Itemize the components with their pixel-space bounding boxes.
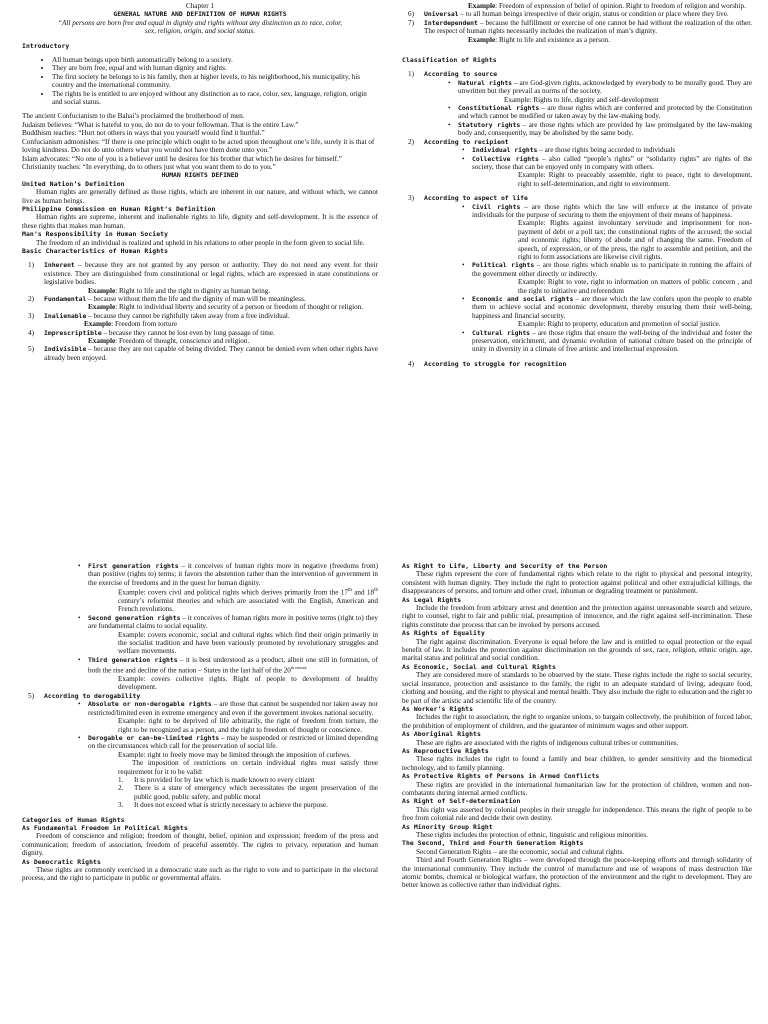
example-text-part: Example: covers civil and political rights which derives primarily from the 17 [118, 588, 348, 597]
item-text: – because they are not capable of being divided. They cannot be denied even when other rights have already been enjoyed. [44, 345, 378, 362]
item-number: 7) [408, 18, 414, 27]
example-label: Example [468, 35, 496, 44]
section-title: According to recipient [424, 137, 509, 146]
item-text: It is provided for by law which is made known to every citizen [134, 775, 315, 784]
religion-line: Islam advocates: “No one of you is a believer until he desires for his brother that which he desires for himself.” [22, 154, 342, 163]
right-term: Economic and social rights [472, 295, 574, 303]
section-text: These are rights are associated with the rights of indigenous cultural tribes or communities. [416, 738, 679, 747]
section-number: 1) [408, 70, 414, 79]
intro-bullet-list [22, 56, 378, 106]
man-text: The freedom of an individual is realized and upheld in his relations to other people in the form given to social life. [36, 238, 365, 247]
section-number: 5) [28, 691, 34, 700]
top-right-column [402, 2, 752, 368]
ph-heading: Philippine Commission on Human Right’s Definition [22, 204, 216, 213]
requirement-item [118, 784, 378, 801]
item-text: – because the fulfillment or exercise of one cannot be had without the realization of the other. The respect of human rights necessarily includes the realization of man’s dignity. [424, 18, 752, 36]
section-text: These rights are provided in the international humanitarian law for the protection of children, women and non-combatants during internal armed conflicts. [402, 780, 752, 797]
item-number: 1. [118, 775, 124, 784]
example-text: : Right to life and the right to dignity as human being. [115, 286, 271, 295]
basic-heading: Basic Characteristics of Human Rights [22, 246, 169, 255]
item-number: 6) [408, 10, 414, 19]
right-term: Natural rights [458, 78, 513, 87]
example-text: : Right to individual liberty and security of a person or freedom of thought or religion. [115, 303, 364, 312]
requirement-item [118, 801, 378, 809]
epigraph: “All persons are born free and equal in dignity and rights without any distinction as to race, color, sex, religion, origin, and social status. [58, 18, 342, 36]
right-term: Second generation rights [88, 613, 181, 622]
section-heading: As Rights of Equality [402, 629, 485, 638]
example-text-part: century’s reformist theories and which are associated with the English, American and French revolutions. [118, 597, 378, 614]
religion-line: Christianity teaches: “In everything, do to others just what you want them to do to you.” [22, 162, 276, 171]
right-term: Collective rights [472, 154, 539, 163]
section-text: Freedom of conscience and religion; freedom of thought, belief, opinion and expression; freedom of the press and communication; freedom of association, freedom of peaceful assembly. The rights to privacy, reputation and human dignity. [22, 832, 378, 858]
right-text: – are those rights which the law will enforce at the instance of private individuals for the purpose of securing to them the enjoyment of their means of happiness. [472, 202, 752, 219]
section-heading: As Legal Rights [402, 595, 462, 604]
example-label: Example [88, 337, 116, 346]
item-term: Interdependent [424, 18, 478, 27]
chapter-heading: GENERAL NATURE AND DEFINITION OF HUMAN RIGHTS [113, 10, 287, 19]
categories-heading: Categories of Human Rights [22, 815, 125, 824]
section-title: According to struggle for recognition [424, 359, 567, 368]
example-text: : Freedom of thought, conscience and religion. [115, 337, 250, 346]
example-text-part: and 18 [351, 588, 375, 597]
bottom-left-column [22, 562, 378, 883]
right-text: – are those rights that ensure the well-being of the individual and foster the preservation, enrichment, and dynamic evolution of national culture based on the principle of unity in diversity in a climate of free artistic and intellectual expression. [472, 328, 752, 354]
example-text: Example: Right to peaceably assemble, right to peace, right to development, right to self-determination, and right to environment. [518, 171, 752, 188]
section-heading: As Democratic Rights [22, 857, 101, 866]
item-text: – because they cannot be rightfully taken away from a free individual. [86, 311, 290, 320]
chapter-label: Chapter 1 [185, 2, 215, 10]
item-number: 3. [118, 801, 124, 810]
right-term: Statutory rights [458, 120, 521, 129]
example-text: Example: covers collective rights. Right of people to development of healthy development. [118, 675, 378, 692]
section-text: These rights represent the core of fundamental rights which relate to the right to physical and personal integrity, consistent with human dignity. They include the right to protection against political and other extrajudicial killings, the disappearances of persons, and torture and other cruel, inhuman or degrading treatment or punishment. [402, 570, 752, 596]
example-text: Example: covers economic, social and cultural rights which find their origin primarily in the socialist tradition and have been variously promoted by revolutionary struggles and welfare movements. [118, 630, 378, 656]
intro-bullet: • All human beings upon birth automatically belong to a society. [52, 56, 378, 64]
right-text: – are those which the law confers upon the people to enable them to achieve social and economic development, thereby ensuring them their well-being, happiness and financial security. [472, 295, 752, 320]
section-text: Includes the right to association, the right to organize unions, to bargain collectively, the prohibition of forced labor, the prohibition of employment of children, and the guarantee of minimum wages and other support. [402, 713, 752, 730]
section-heading: As Right of Self-determination [402, 797, 521, 806]
example-text: : Freedom of expression of belief of opinion. Right to freedom of religion and worship. [495, 2, 746, 10]
section-heading: The Second, Third and Fourth Generation Rights [402, 839, 584, 848]
item-number: 3) [28, 311, 34, 320]
example-text: Example: right to freely move may be limited through the imposition of curfews. [118, 750, 351, 759]
characteristic-item [22, 261, 378, 295]
example-label: Example [468, 2, 496, 10]
section-text: These rights includes the right to found a family and bear children, to gender sensitivity and the biomedical technology, and to family planning. [402, 755, 752, 772]
item-number: 2. [118, 784, 124, 793]
section-number: 4) [408, 359, 414, 368]
item-text: It does not exceed what is strictly necessary to achieve the purpose. [134, 801, 328, 810]
section-heading: As Minority Group Right [402, 822, 493, 831]
item-text: – to all human beings irrespective of their origin, status or condition or place where they live. [458, 10, 729, 19]
characteristic-item [22, 295, 378, 312]
right-text: – are those rights which are conferred and protected by the Constitution and which cannot be modified or taken away by the law-making body. [458, 104, 752, 121]
item-term: Indivisible [44, 345, 87, 354]
right-term: Political rights [472, 261, 535, 270]
intro-heading: Introductory [22, 41, 70, 50]
item-number: 2) [28, 295, 34, 303]
example-label: Example [88, 303, 116, 312]
section-heading: As Economic, Social and Cultural Rights [402, 662, 556, 671]
section-number: 2) [408, 137, 414, 146]
section-heading: As Protective Rights of Persons in Armed Conflicts [402, 772, 600, 781]
un-heading: United Nation’s Definition [22, 179, 125, 188]
item-term: Inherent [44, 261, 75, 270]
item-term: Universal [424, 10, 459, 19]
section-text: Third and Fourth Generation Rights – were developed through the peace-keeping efforts and through solidarity of the international community. They include the control of manufacture and use of weapons of mass destruction like atomic bombs, chemical or biological warfare, the protection of the environment and the right to development. They are better known as collective rather than individual rights. [402, 856, 752, 890]
characteristic-item [22, 345, 378, 362]
characteristic-item [402, 19, 752, 44]
classification-heading: Classification of Rights [402, 56, 497, 65]
intro-bullet: • They are born free, equal and with human dignity and rights. [52, 64, 378, 72]
religion-line: Judaism believes: “What is hateful to you, do not do to your fellowman. That is the entire Law.” [22, 120, 299, 129]
religion-line: Confucianism admonishes: “If there is one principle which ought to be acted upon throughout one’s life, surely it is that of loving kindness. Do not do unto others what you would not have them done unto you.” [22, 137, 375, 155]
right-term: First generation rights [88, 562, 179, 570]
section-text: These rights are commonly exercised in a democratic state such as the right to vote and to participate in the electoral process, and the right to participate in public or governmental affairs. [22, 866, 378, 883]
example-text: Example: Right to vote, right to information on matters of public concern , and the right to initiative and referendum [518, 278, 752, 295]
right-text: – may be suspended or restricted or limited depending on the circumstances which call for the preservation of social life. [88, 733, 378, 751]
section-title: According to source [424, 70, 498, 79]
characteristic-item [22, 329, 378, 346]
top-left-column [22, 2, 378, 362]
section-text: The right against discrimination. Everyone is equal before the law and is entitled to equal protection or the equal benefit of law. It includes the protection against discrimination on the grounds of sex, race, religion, ethnic origin, age, marital status and political and social condition. [402, 637, 752, 663]
section-heading: As Right to Life, Liberty and Security of the Person [402, 562, 608, 570]
item-number: 1) [28, 261, 34, 270]
item-term: Fundamental [44, 295, 87, 303]
item-text: – because they are not granted by any person or authority. They do not need any event for their existence. They are distinguished from constitutional or legal rights, which are expressed in state constitutions or legislative bodies. [44, 261, 378, 287]
example-text: Example: Right to property, education and promotion of social justice. [518, 320, 721, 329]
section-text: Second Generation Rights – are the economic, social and cultural rights. [416, 847, 624, 856]
right-text: – it conceives of human rights more in negative (freedoms from) than positive (rights to) terms; it favors the abstention rather than the intervention of government in the exercise of freedoms and in the quest for human dignity. [88, 562, 378, 587]
section-heading: As Fundamental Freedom in Political Rights [22, 823, 188, 832]
ph-text: Human rights are supreme, inherent and inalienable rights to life, dignity and self-development. It is the essence of these rights that makes man human. [22, 213, 378, 230]
right-term: Individual rights [472, 146, 538, 155]
religion-line: Buddhism teaches: “Hurt not others in ways that you yourself would find it hurtful.” [22, 129, 265, 138]
example-text: Example: Rights against involuntary servitude and imprisonment for non-payment of debt or a poll tax; the constitutional rights of the accused; the social and economic rights; liberty of abode and of changing the same. Freedom of speech, of expression, or of the press, the right to assemble and petition, and the right to form associations are likewise civil rights. [518, 219, 752, 261]
section-text: This right was asserted by colonial peoples in their struggle for independence. This means the right of people to be free from colonial rule and decide their own destiny. [402, 805, 752, 823]
item-text: There is a state of emergency which necessitates the urgent preservation of the public good, public safety, and public moral [134, 784, 378, 801]
bottom-right-column [402, 562, 752, 890]
religion-line: The ancient Confucianism to the Bahai’s proclaimed the brotherhood of men. [22, 112, 245, 121]
right-text: – are those rights being accorded to individuals [537, 146, 676, 155]
example-text: : Right to life and existence as a person. [495, 35, 610, 44]
section-text: Include the freedom from arbitrary arrest and detention and the protection against unreasonable search and seizure, right to counsel, right to fair and public trial, presumption of innocence, and the right against self-incrimination. These rights constitute due process that can be invoked by persons accused. [402, 604, 752, 629]
right-text: – it is best understood as a product, albeit one still in formation, of both the rise and decline of the nation – States in the last half of the 20 [88, 655, 378, 675]
example-text [78, 587, 378, 614]
item-number: 4) [28, 328, 34, 337]
item-text: – because they cannot be lost even by long passage of time. [101, 328, 275, 337]
example-label: Example [84, 320, 112, 329]
right-term: Absolute or non-derogable rights [88, 700, 212, 709]
example-text: : Freedom from torture [111, 320, 178, 329]
item-term: Inalienable [44, 311, 87, 320]
section-text: They are considered more of standards to be observed by the state. These rights include the right to social security, social insurance, protection and assistance to the family, the right to an adequate standard of living, adequate food, clothing and housing, and the right to physical and mental health. They also include the right to education and the right to be part of the artistic and scientific life of the country. [402, 671, 752, 705]
superscript: th [374, 588, 378, 594]
man-heading: Man’s Responsibility in Human Society [22, 230, 169, 239]
section-heading: As Aboriginal Rights [402, 730, 481, 739]
item-number: 5) [28, 345, 34, 354]
right-term: Cultural rights [472, 328, 531, 337]
requirement-item [118, 776, 378, 784]
characteristic-item [22, 312, 378, 329]
example-text: The imposition of restrictions on certain individual rights must satisfy three requirement for it to be valid: [118, 759, 378, 776]
superscript: th [347, 588, 352, 594]
example-text: Example: Rights to life, dignity and self-development [504, 95, 659, 104]
right-text: – are those rights which are provided by law promulgated by the law-making body and, consequently, may be abolished by the same body. [458, 120, 752, 138]
section-title: According to derogability [44, 691, 141, 700]
item-term: Imprescriptible [44, 328, 102, 337]
example-text: Example: right to be deprived of life arbitrarily, the right of freedom from torture, the right to be recognized as a person, and the right to freedom of thought or conscience. [118, 717, 378, 734]
section-text: These rights includes the protection of ethnic, linguistic and religious minorities. [416, 831, 648, 839]
item-text: – because without them the life and the dignity of man will be meaningless. [86, 295, 306, 303]
right-text: – are those rights which enable us to participate in running the affairs of the government either directly or indirectly. [472, 261, 752, 278]
right-text: – are God-given rights, acknowledged by everybody to be morally good. They are unwritten but they prevail as norms of the society. [458, 78, 753, 96]
section-heading: As Worker’s Rights [402, 704, 474, 713]
characteristic-item [402, 10, 752, 18]
right-term: Third generation rights [88, 655, 178, 664]
right-term: Derogable or can-be-limited rights [88, 733, 220, 742]
intro-bullet: • The first society he belongs to is his family, then at higher levels, to his neighborhood, his municipality, his country and the international community. [52, 73, 378, 90]
section-number: 3) [408, 194, 414, 203]
section-heading: As Reproductive Rights [402, 746, 489, 755]
defined-heading: HUMAN RIGHTS DEFINED [161, 171, 239, 180]
right-text: – it conceives of human rights more in positive terms (right to) they are fundamental claims to social equality. [88, 613, 378, 631]
section-title: According to aspect of life [424, 194, 528, 203]
example-label: Example [88, 286, 116, 295]
right-term: Civil rights [472, 202, 521, 211]
superscript: th century [290, 665, 307, 671]
right-term: Constitutional rights [458, 104, 540, 113]
intro-bullet: • The rights he is entitled to are enjoyed without any distinction as to race, color, sex, language, religion, origin and social status. [52, 90, 378, 107]
un-text: Human rights are generally defined as those rights, which are inherent in our nature, and without which, we cannot live as human beings. [22, 188, 378, 205]
right-text: – also called “people’s rights” or “solidarity rights” are rights of the society, those that can be enjoyed only in company with others. [472, 154, 752, 171]
right-text: – are those that cannot be suspended nor taken away nor restricted/limited even in extreme emergency and even if the government invokes national security. [88, 700, 378, 717]
